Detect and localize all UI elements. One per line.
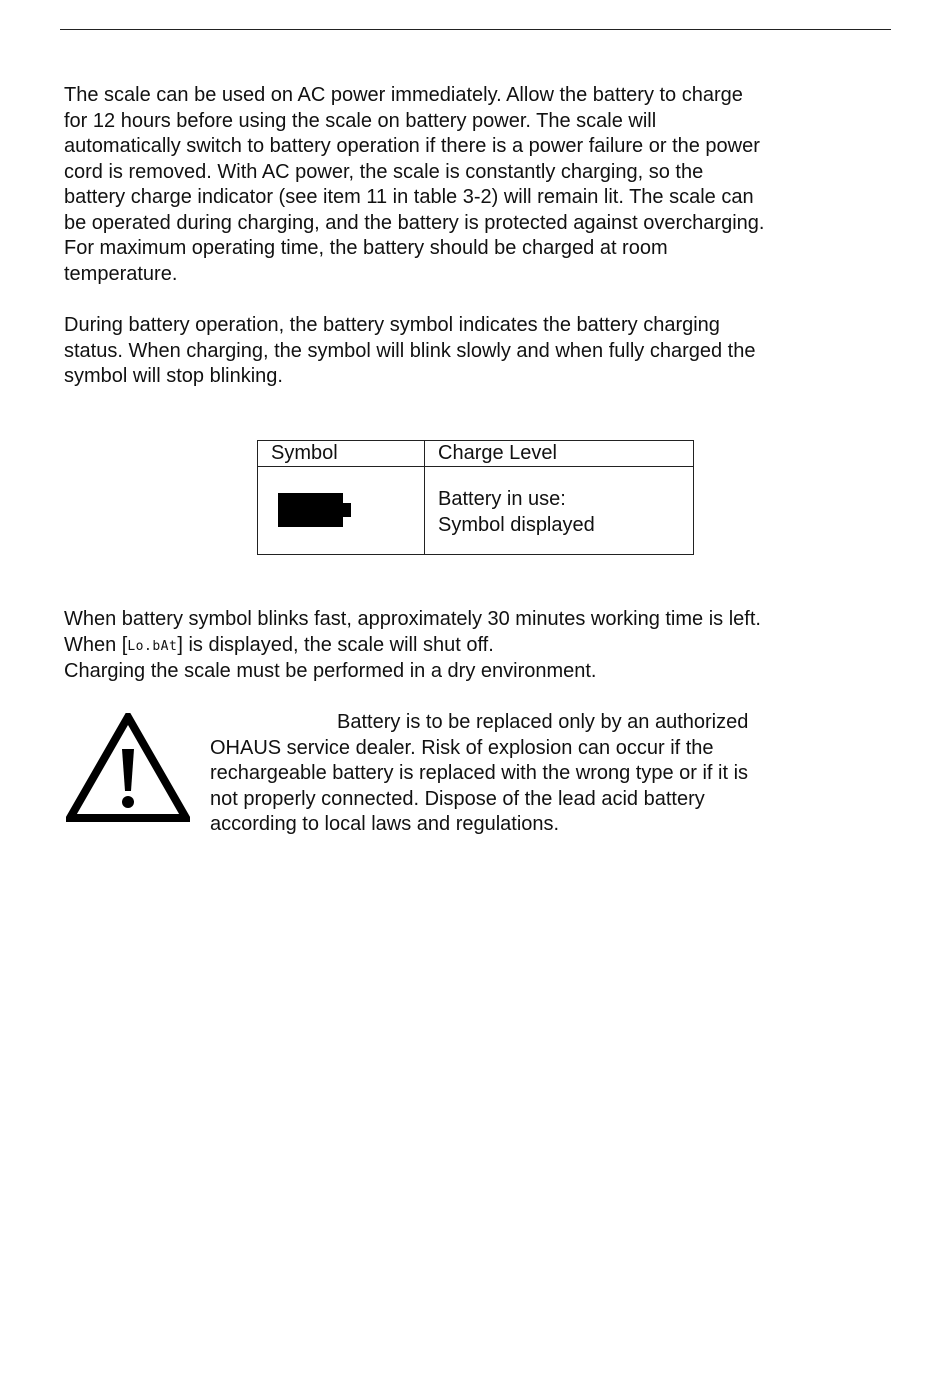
text-line: according to local laws and regulations. [210, 813, 560, 835]
text-line: symbol will stop blinking. [64, 365, 283, 387]
battery-operation-paragraph [64, 313, 864, 390]
table-column-divider [424, 441, 425, 554]
table-cell-charge-level [438, 487, 595, 538]
charge-level-table [257, 440, 694, 555]
table-header-symbol: Symbol [271, 442, 338, 464]
text-line: for 12 hours before using the scale on battery power. The scale will [64, 109, 657, 132]
battery-replacement-warning [210, 710, 850, 838]
text-line [64, 633, 864, 660]
text-line: be operated during charging, and the battery is protected against overcharging. [64, 211, 765, 234]
text-line: cord is removed. With AC power, the scale is constantly charging, so the [64, 160, 704, 183]
lo-bat-display-glyph: Lo.bAt [127, 638, 178, 654]
text-line: automatically switch to battery operation if there is a power failure or the power [64, 135, 760, 157]
text-line: During battery operation, the battery symbol indicates the battery charging [64, 314, 720, 336]
text-line: Charging the scale must be performed in a dry environment. [64, 660, 597, 682]
text-line: When battery symbol blinks fast, approximately 30 minutes working time is left. [64, 608, 761, 630]
text-line: battery charge indicator (see item 11 in table 3-2) will remain lit. The scale can [64, 186, 754, 208]
low-battery-paragraph [64, 607, 864, 685]
table-header-charge-level: Charge Level [438, 442, 557, 464]
battery-full-icon [278, 493, 352, 527]
text-line: temperature. [64, 262, 178, 285]
text-fragment: When [ [64, 633, 128, 656]
table-header-divider [258, 466, 693, 467]
text-fragment: ] is displayed, the scale will shut off. [177, 633, 494, 656]
text-line: The scale can be used on AC power immediately. Allow the battery to charge [64, 84, 743, 106]
text-line: For maximum operating time, the battery should be charged at room [64, 237, 668, 259]
ac-power-paragraph [64, 83, 864, 287]
text-line: Symbol displayed [438, 513, 595, 536]
text-line: OHAUS service dealer. Risk of explosion can occur if the [210, 736, 714, 759]
warning-triangle-icon [66, 713, 190, 823]
text-line: status. When charging, the symbol will blink slowly and when fully charged the [64, 339, 756, 362]
text-line: Battery is to be replaced only by an authorized [337, 711, 749, 733]
text-line: Battery in use: [438, 488, 566, 510]
text-line: rechargeable battery is replaced with the wrong type or if it is [210, 762, 749, 784]
text-line: not properly connected. Dispose of the lead acid battery [210, 787, 705, 810]
header-rule [60, 29, 891, 30]
